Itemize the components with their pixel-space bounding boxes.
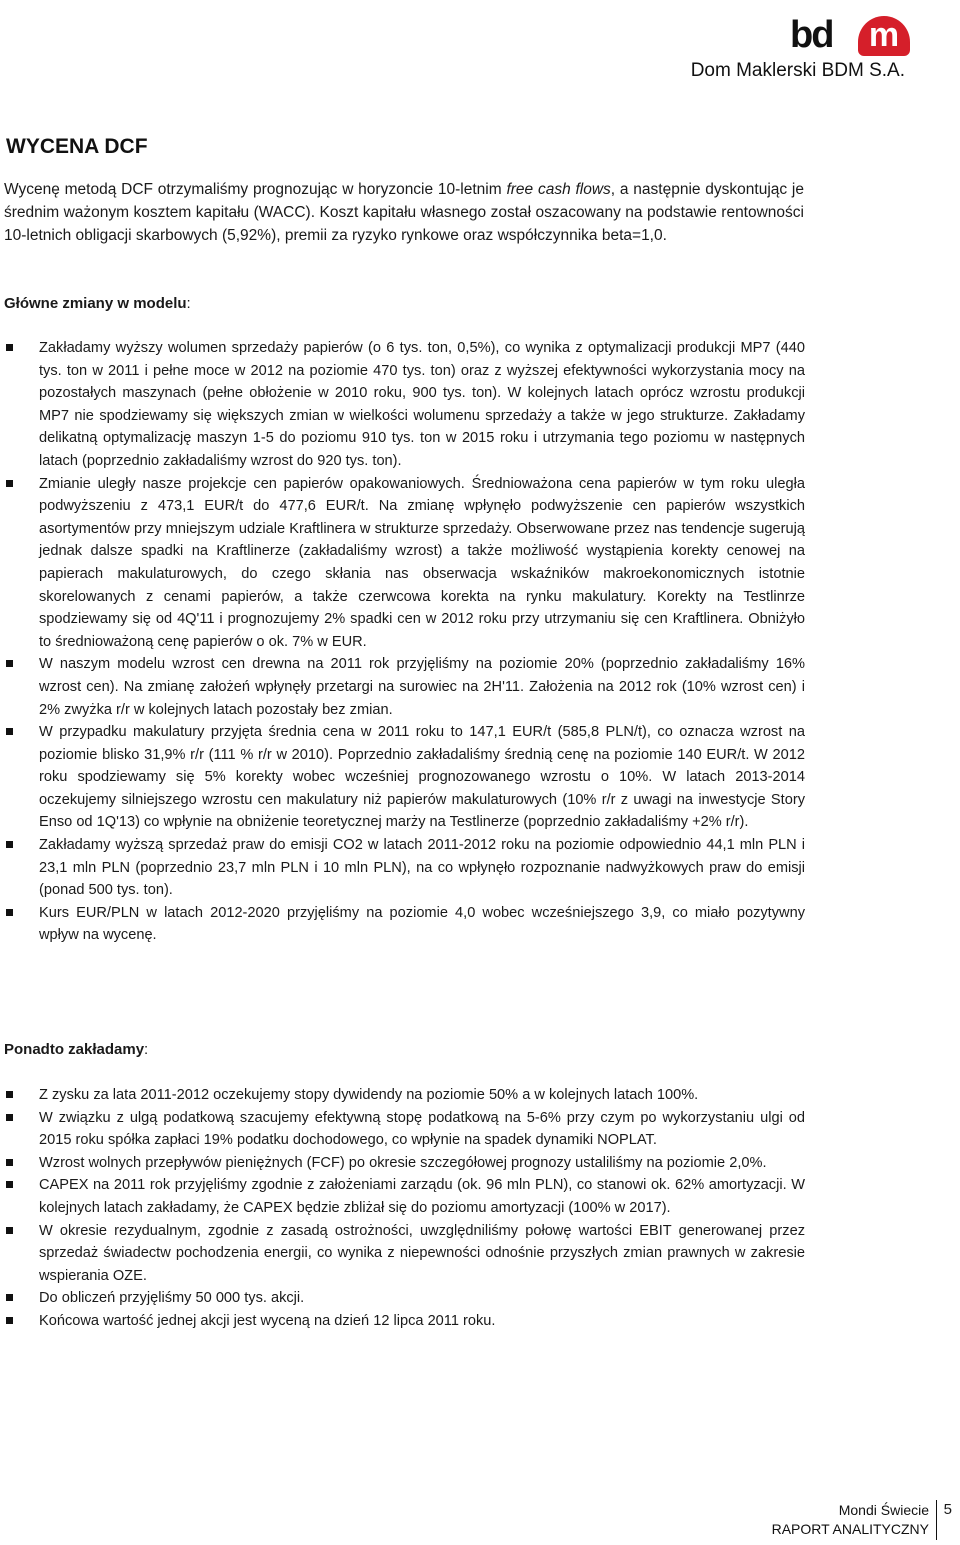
logo-text-m: m xyxy=(868,16,900,54)
square-bullet-icon xyxy=(6,1159,13,1166)
assumptions-heading-suffix: : xyxy=(144,1041,149,1058)
list-item-text: Do obliczeń przyjęliśmy 50 000 tys. akcji. xyxy=(39,1290,305,1307)
list-item xyxy=(0,653,805,721)
list-item xyxy=(0,337,805,473)
assumptions-heading-bold: Ponadto zakładamy xyxy=(4,1041,145,1058)
list-item-text: Kurs EUR/PLN w latach 2012-2020 przyjęliśmy na poziomie 4,0 wobec wcześniejszego 3,9, co miało pozytywny wpływ na wycenę. xyxy=(39,904,805,944)
logo-red-mark xyxy=(858,16,910,56)
square-bullet-icon xyxy=(6,909,13,916)
bdm-logo xyxy=(790,14,910,56)
logo-text-bd: bd xyxy=(790,14,833,56)
list-item-text: CAPEX na 2011 rok przyjęliśmy zgodnie z założeniami zarządu (ok. 96 mln PLN), co stanowi ok. 62% amortyzacji. W kolejnych latach zakładamy, że CAPEX będzie zbliżał się do poziomu amortyzacji (100% w 2017). xyxy=(39,1177,805,1216)
footer-company: Mondi Świecie xyxy=(838,1502,929,1518)
page-number: 5 xyxy=(943,1501,952,1518)
square-bullet-icon xyxy=(6,1114,13,1121)
section-title: WYCENA DCF xyxy=(6,135,148,158)
list-item xyxy=(0,473,805,654)
list-item xyxy=(0,1107,805,1152)
changes-heading-suffix: : xyxy=(186,295,191,312)
page-footer xyxy=(772,1501,929,1539)
list-item xyxy=(0,1220,805,1288)
square-bullet-icon xyxy=(6,1091,13,1098)
list-item-text: Zakładamy wyższy wolumen sprzedaży papierów (o 6 tys. ton, 0,5%), co wynika z optymalizacji produkcji MP7 (440 tys. ton w 2011 i pełne moce w 2012 na poziomie 470 tys. ton) oraz z wyższej efektywności wykorzystania mocy na pozostałych maszynach (pełne obłożenie w 2010 roku, 900 tys. ton). W kolejnych latach oprócz wzrostu produkcji MP7 nie spodziewamy się większych zmian w wielkości wolumenu sprzedaży a także w jego strukturze. Zakładamy delikatną optymalizację maszyn 1-5 do poziomu 910 tys. ton w 2015 roku i utrzymania tego poziomu w następnych latach (poprzednio zakładaliśmy wzrost do 920 tys. ton). xyxy=(39,340,805,469)
list-item xyxy=(0,1174,805,1219)
intro-italic-term: free cash flows xyxy=(506,181,611,198)
square-bullet-icon xyxy=(6,1181,13,1188)
intro-paragraph xyxy=(4,178,804,247)
list-item-text: Końcowa wartość jednej akcji jest wyceną na dzień 12 lipca 2011 roku. xyxy=(39,1312,496,1329)
changes-list xyxy=(0,337,805,947)
list-item xyxy=(0,721,805,834)
square-bullet-icon xyxy=(6,660,13,667)
list-item-text: W naszym modelu wzrost cen drewna na 2011 rok przyjęliśmy na poziomie 20% (poprzednio zakładaliśmy 16% wzrost cen). Na zmianę założeń wpłynęły przetargi na surowiec na 2H'11. Założenia na 2012 rok (10% wzrost cen) i 2% zwyżka r/r w kolejnych latach pozostały bez zmian. xyxy=(39,656,805,718)
list-item-text: Wzrost wolnych przepływów pieniężnych (FCF) po okresie szczegółowej prognozy ustaliliśmy na poziomie 2,0%. xyxy=(39,1154,767,1171)
assumptions-heading xyxy=(4,1040,148,1060)
list-item-text: Zmianie uległy nasze projekcje cen papierów opakowaniowych. Średnioważona cena papierów w tym roku uległa podwyższeniu z 473,1 EUR/t do 477,6 EUR/t. Na zmianę wpłynęło podwyższenie cen papierów wszystkich asortymentów przy mniejszym udziale Kraftlinera w strukturze sprzedaży. Obserwowane przez nas tendencje sugerują jednak dalsze spadki na Kraftlinerze (zakładaliśmy wzrost) a także możliwość wystąpienia korekty cenowej na papierach makulaturowych, do czego skłania nas obserwacja wskaźników makroekonomicznych istotnie skorelowanych z cenami papierów, a także czerwcowa korekta na rynku makulatury. Korekty na Testlinrze spodziewamy się od 4Q'11 i prognozujemy 2% spadki cen w 2012 roku przy utrzymaniu się cen Kraftlinera. Obniżyło to średnioważoną cenę papierów o ok. 7% w EUR. xyxy=(39,475,805,650)
list-item-text: W przypadku makulatury przyjęta średnia cena w 2011 roku to 147,1 EUR/t (585,8 PLN/t), co oznacza wzrost na poziomie blisko 31,9% r/r (111 % r/r w 2010). Poprzednio zakładaliśmy średnią cenę na poziomie 140 EUR/t. W 2012 roku spodziewamy się 5% korekty wobec wcześniej prognozowanego wzrostu o 10%. W latach 2013-2014 oczekujemy silniejszego wzrostu cen makulatury niż papierów makulaturowych (10% r/r z uwagi na inwestycje Story Enso od 1Q'13) co wpłynie na obniżenie teoretycznej marży na Testlinerze (poprzednio zakładaliśmy +2% r/r). xyxy=(39,724,805,831)
list-item-text: Zakładamy wyższą sprzedaż praw do emisji CO2 w latach 2011-2012 roku na poziomie odpowiednio 44,1 mln PLN i 23,1 mln PLN (poprzednio 23,7 mln PLN i 10 mln PLN), na co wpłynęło rozpoznanie nadwyżkowych praw do emisji (ponad 500 tys. ton). xyxy=(39,837,805,899)
company-name: Dom Maklerski BDM S.A. xyxy=(690,60,905,81)
list-item-text: Z zysku za lata 2011-2012 oczekujemy stopy dywidendy na poziomie 50% a w kolejnych latach 100%. xyxy=(39,1087,699,1103)
list-item xyxy=(0,1084,805,1107)
list-item xyxy=(0,1287,805,1310)
intro-text-2: , a następnie dyskontując je średnim ważonym kosztem kapitału (WACC). Koszt kapitału własnego został oszacowany na podstawie rentowności 10-letnich obligacji skarbowych (5,92%), premii za ryzyko rynkowe oraz współczynnika beta=1,0. xyxy=(4,181,804,244)
square-bullet-icon xyxy=(6,344,13,351)
square-bullet-icon xyxy=(6,1227,13,1234)
square-bullet-icon xyxy=(6,841,13,848)
assumptions-list xyxy=(0,1084,805,1333)
intro-text-1: Wycenę metodą DCF otrzymaliśmy prognozując w horyzoncie 10-letnim xyxy=(4,181,507,198)
list-item xyxy=(0,1152,805,1175)
list-item-text: W okresie rezydualnym, zgodnie z zasadą ostrożności, uwzględniliśmy połowę wartości EBIT generowanej przez sprzedaż świadectw pochodzenia energii, co wynika z niepewności odnośnie przyszłych zmian prawnych w zakresie wspierania OZE. xyxy=(39,1222,805,1284)
square-bullet-icon xyxy=(6,728,13,735)
footer-report-type: RAPORT ANALITYCZNY xyxy=(771,1521,929,1537)
changes-heading-bold: Główne zmiany w modelu xyxy=(4,295,187,312)
square-bullet-icon xyxy=(6,1294,13,1301)
changes-heading xyxy=(4,294,191,314)
footer-divider xyxy=(936,1500,937,1540)
square-bullet-icon xyxy=(6,1317,13,1324)
list-item xyxy=(0,1310,805,1333)
list-item-text: W związku z ulgą podatkową szacujemy efektywną stopę podatkową na 5-6% przy czym po wykorzystaniu ulgi od 2015 roku spółka zapłaci 19% podatku dochodowego, co wpłynie na spadek dynamiki NOPLAT. xyxy=(39,1109,805,1149)
square-bullet-icon xyxy=(6,480,13,487)
list-item xyxy=(0,834,805,902)
list-item xyxy=(0,902,805,947)
